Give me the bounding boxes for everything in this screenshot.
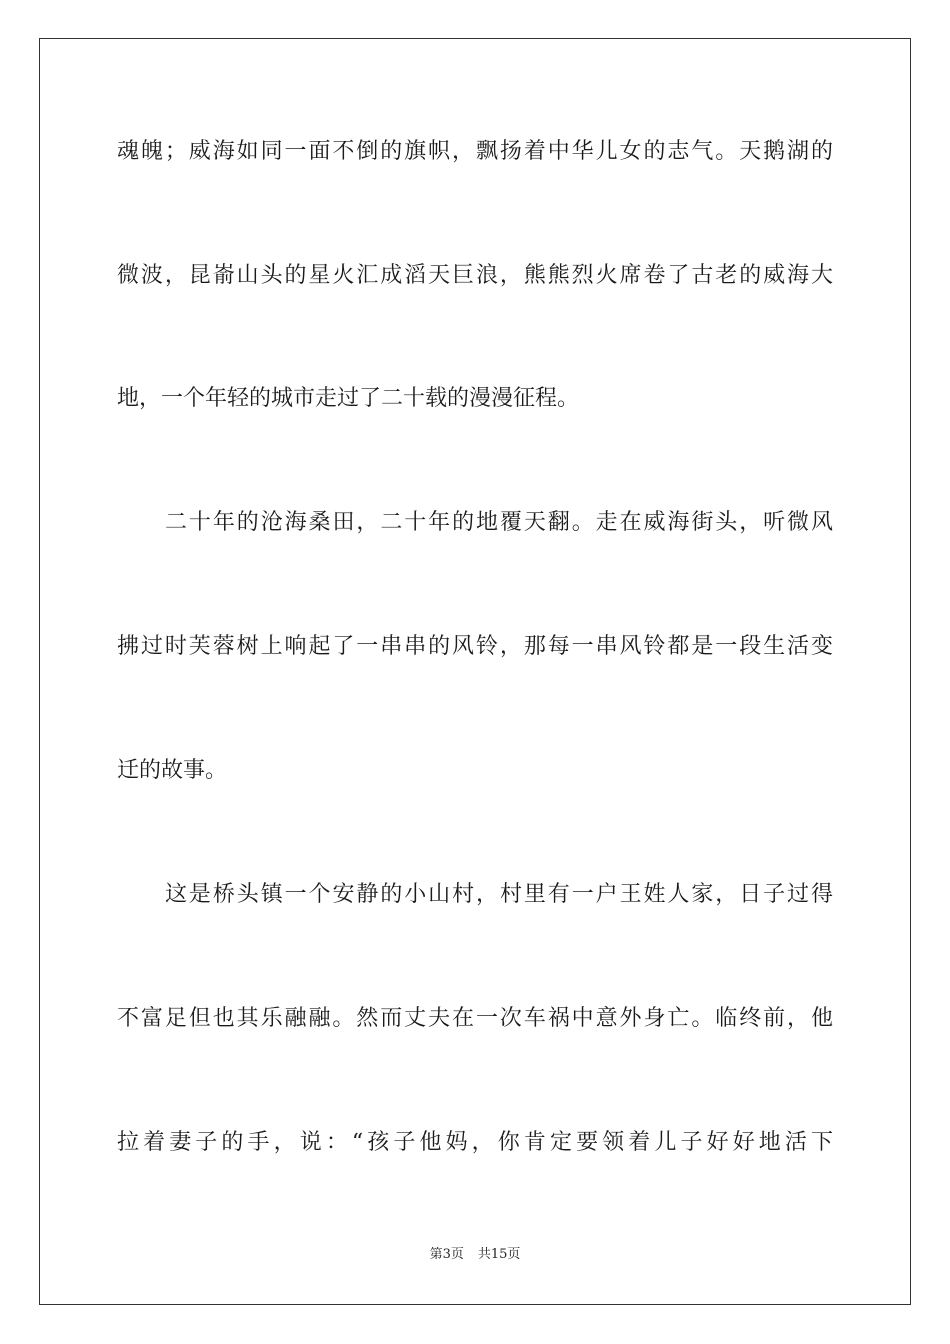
body-line-3: 地，一个年轻的城市走过了二十载的漫漫征程。 [117, 386, 580, 411]
body-line-9: 拉着妻子的手，说：“孩子他妈，你肯定要领着儿子好好地活下 [117, 1130, 833, 1155]
body-line-2: 微波，昆嵛山头的星火汇成滔天巨浪，熊熊烈火席卷了古老的威海大 [117, 263, 833, 288]
body-line-5: 拂过时芙蓉树上响起了一串串的风铃，那每一串风铃都是一段生活变 [117, 634, 833, 659]
body-line-4: 二十年的沧海桑田，二十年的地覆天翻。走在威海街头，听微风 [165, 510, 833, 535]
body-line-6: 迁的故事。 [117, 758, 228, 783]
page-number: 第3页 [429, 1247, 464, 1262]
body-line-8: 不富足但也其乐融融。然而丈夫在一次车祸中意外身亡。临终前，他 [117, 1006, 833, 1031]
page-frame [39, 38, 911, 1305]
body-line-1: 魂魄；威海如同一面不倒的旗帜，飘扬着中华儿女的志气。天鹅湖的 [117, 139, 833, 164]
page-footer [0, 1246, 950, 1264]
page-total: 共15页 [477, 1247, 521, 1262]
body-line-7: 这是桥头镇一个安静的小山村，村里有一户王姓人家，日子过得 [165, 882, 833, 907]
